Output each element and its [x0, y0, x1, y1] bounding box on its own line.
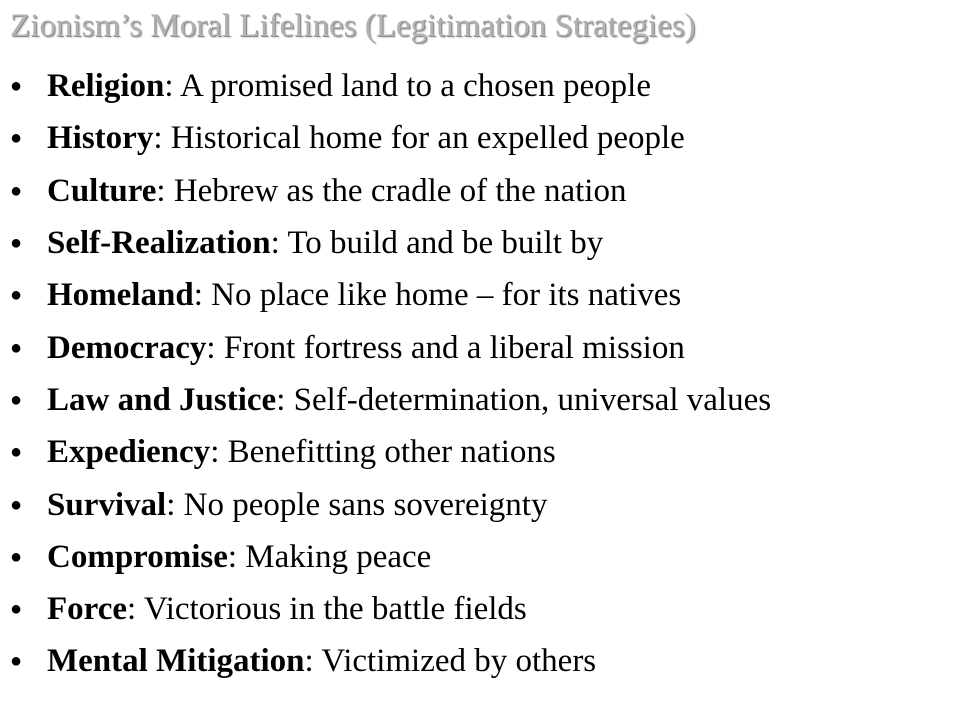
bullet-term: Religion: [47, 68, 165, 105]
bullet-list: [10, 60, 771, 688]
bullet-icon: ●: [10, 232, 23, 255]
bullet-term: Culture: [47, 172, 157, 209]
bullet-item: [10, 60, 771, 112]
bullet-icon: ●: [10, 179, 23, 202]
bullet-icon: ●: [10, 75, 23, 98]
bullet-icon: ●: [10, 598, 23, 621]
bullet-text: [47, 482, 547, 528]
bullet-icon: ●: [10, 545, 23, 568]
bullet-item: [10, 112, 771, 164]
bullet-separator: :: [304, 643, 314, 680]
bullet-term: Expediency: [47, 434, 211, 471]
bullet-separator: :: [156, 172, 166, 209]
bullet-text: [47, 115, 685, 161]
bullet-description: Making peace: [237, 538, 432, 575]
bullet-item: [10, 426, 771, 478]
bullet-icon: ●: [10, 127, 23, 150]
bullet-text: [47, 325, 685, 371]
bullet-description: Front fortress and a liberal mission: [215, 329, 685, 366]
bullet-item: [10, 478, 771, 530]
bullet-icon: ●: [10, 441, 23, 464]
bullet-separator: :: [164, 68, 174, 105]
bullet-icon: ●: [10, 336, 23, 359]
bullet-separator: :: [210, 434, 220, 471]
slide-title: Zionism’s Moral Lifelines (Legitimation Strategies): [10, 8, 696, 44]
bullet-text: [47, 586, 527, 632]
bullet-icon: ●: [10, 284, 23, 307]
bullet-item: [10, 374, 771, 426]
bullet-item: [10, 635, 771, 687]
bullet-item: [10, 321, 771, 373]
bullet-description: Benefitting other nations: [219, 434, 556, 471]
bullet-term: Law and Justice: [47, 381, 277, 418]
bullet-separator: :: [227, 538, 238, 575]
bullet-text: [47, 429, 556, 475]
bullet-icon: ●: [10, 650, 23, 673]
bullet-description: No place like home – for its natives: [202, 277, 682, 314]
bullet-description: Victorious in the battle fields: [136, 591, 527, 628]
bullet-description: Self-determination, universal values: [285, 381, 772, 418]
bullet-description: No people sans sovereignty: [175, 486, 548, 523]
bullet-term: Survival: [47, 486, 167, 523]
bullet-item: [10, 165, 771, 217]
bullet-separator: :: [166, 486, 176, 523]
bullet-term: Compromise: [47, 538, 228, 575]
bullet-item: [10, 583, 771, 635]
bullet-term: Mental Mitigation: [47, 643, 305, 680]
bullet-description: A promised land to a chosen people: [173, 68, 652, 105]
bullet-separator: :: [193, 277, 203, 314]
bullet-term: Homeland: [47, 277, 194, 314]
bullet-text: [47, 377, 771, 423]
bullet-term: Democracy: [47, 329, 207, 366]
bullet-text: [47, 220, 603, 266]
bullet-term: History: [47, 120, 154, 157]
bullet-text: [47, 272, 681, 318]
bullet-description: Victimized by others: [313, 643, 597, 680]
bullet-separator: :: [127, 591, 137, 628]
bullet-icon: ●: [10, 388, 23, 411]
bullet-term: Force: [47, 591, 128, 628]
bullet-description: Historical home for an expelled people: [162, 120, 685, 157]
bullet-text: [47, 638, 596, 684]
bullet-separator: :: [276, 381, 286, 418]
bullet-text: [47, 168, 626, 214]
bullet-description: Hebrew as the cradle of the nation: [165, 172, 627, 209]
bullet-item: [10, 217, 771, 269]
bullet-text: [47, 534, 431, 580]
bullet-icon: ●: [10, 493, 23, 516]
bullet-separator: :: [270, 225, 280, 262]
bullet-separator: :: [206, 329, 216, 366]
bullet-text: [47, 63, 651, 109]
bullet-description: To build and be built by: [279, 225, 604, 262]
bullet-separator: :: [153, 120, 163, 157]
bullet-item: [10, 531, 771, 583]
bullet-item: [10, 269, 771, 321]
bullet-term: Self-Realization: [47, 225, 271, 262]
